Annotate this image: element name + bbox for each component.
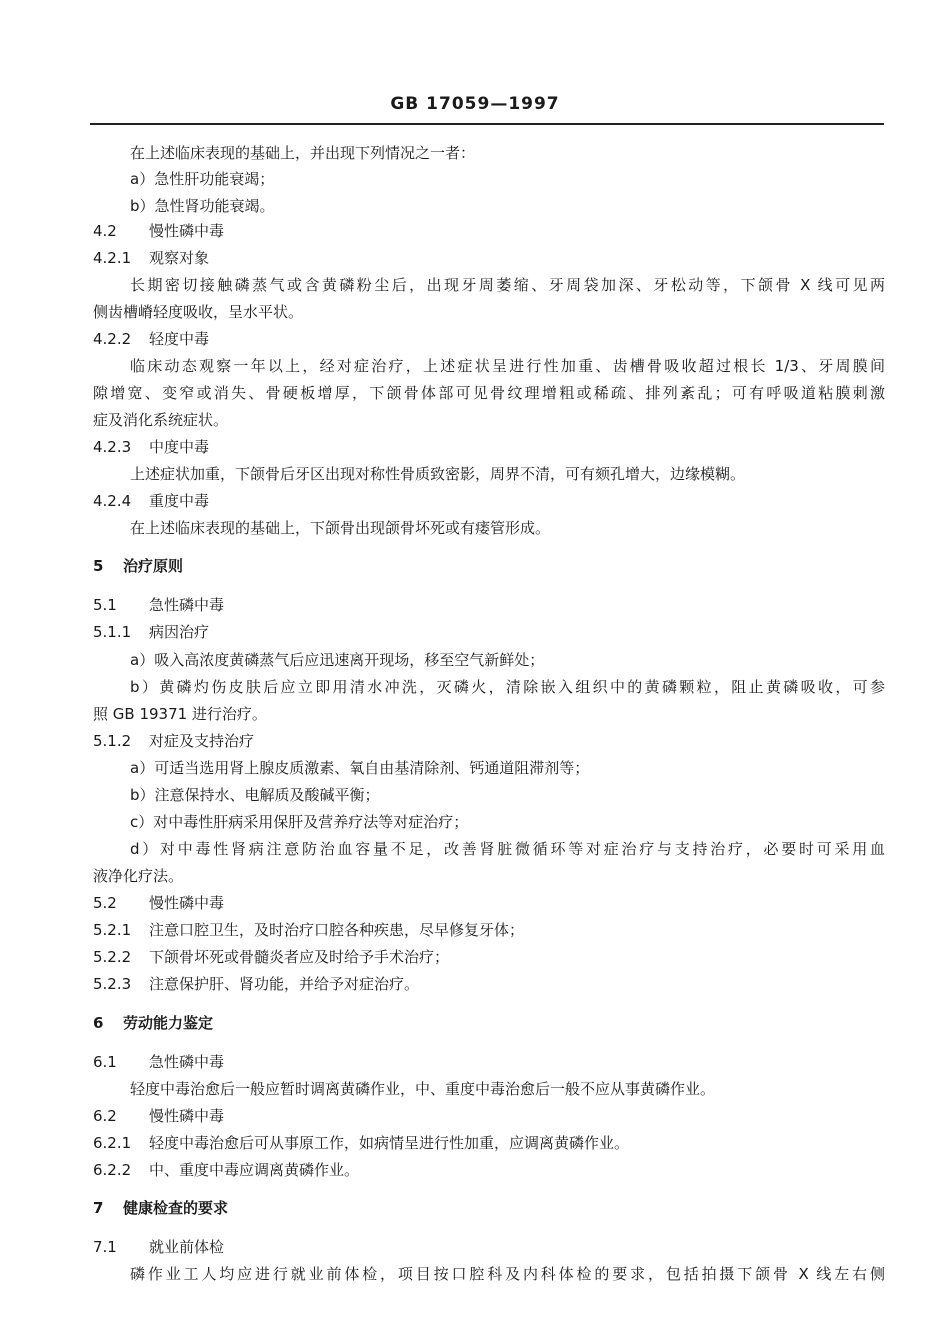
body-text-line: a）可适当选用肾上腺皮质激素、氧自由基清除剂、钙通道阻滞剂等； [130, 759, 590, 777]
clause-title: 观察对象 [149, 249, 210, 267]
clause-number: 5.2.2 [93, 948, 132, 966]
clause-heading [93, 329, 209, 349]
clause-number: 5.2.3 [93, 975, 132, 993]
body-text-line: b）注意保持水、电解质及酸碱平衡； [130, 786, 380, 804]
body-text-line: b）急性肾功能衰竭。 [130, 197, 275, 215]
clause-heading [93, 920, 524, 940]
section-heading [93, 1013, 213, 1033]
clause-number: 5.1.1 [93, 623, 132, 641]
clause-title: 健康检查的要求 [123, 1199, 229, 1217]
clause-title: 治疗原则 [123, 557, 184, 575]
body-text-line: 隙增宽、变窄或消失、骨硬板增厚，下颌骨体部可见骨纹理增粗或稀疏、排列紊乱；可有呼吸道粘膜刺激 [93, 384, 885, 402]
clause-title: 注意保护肝、肾功能，并给予对症治疗。 [149, 975, 420, 993]
page-header-code: GB 17059—1997 [390, 94, 560, 114]
clause-heading [93, 974, 419, 994]
clause-number: 4.2.2 [93, 330, 132, 348]
clause-heading [93, 1052, 224, 1072]
clause-number: 5.2.1 [93, 921, 132, 939]
clause-heading [93, 1237, 224, 1257]
section-heading [93, 556, 183, 576]
clause-title: 慢性磷中毒 [149, 894, 225, 912]
clause-number: 5.1.2 [93, 732, 132, 750]
clause-number: 4.2.3 [93, 438, 132, 456]
clause-title: 就业前体检 [149, 1238, 225, 1256]
section-heading [93, 1198, 228, 1218]
body-text-line: a）急性肝功能衰竭； [130, 170, 275, 188]
body-text-line: 上述症状加重，下颌骨后牙区出现对称性骨质致密影，周界不清，可有颏孔增大，边缘模糊。 [130, 465, 746, 483]
clause-number: 6.2.2 [93, 1161, 132, 1179]
clause-heading [93, 221, 224, 241]
header-rule [90, 123, 884, 125]
body-text-line: 照 GB 19371 进行治疗。 [93, 705, 267, 723]
clause-heading [93, 248, 209, 268]
clause-number: 7 [93, 1199, 104, 1217]
body-text-line: b）黄磷灼伤皮肤后应立即用清水冲洗，灭磷火，清除嵌入组织中的黄磷颗粒，阻止黄磷吸收，可参 [130, 678, 885, 696]
body-text-line: 轻度中毒治愈后一般应暂时调离黄磷作业，中、重度中毒治愈后一般不应从事黄磷作业。 [130, 1080, 716, 1098]
clause-heading [93, 947, 449, 967]
clause-title: 病因治疗 [149, 623, 210, 641]
body-text-line: 在上述临床表现的基础上，并出现下列情况之一者： [130, 144, 476, 162]
clause-title: 慢性磷中毒 [149, 1107, 225, 1125]
body-text-line: 磷作业工人均应进行就业前体检，项目按口腔科及内科体检的要求，包括拍摄下颌骨 X 线左右侧 [130, 1265, 885, 1283]
clause-number: 5.2 [93, 894, 117, 912]
clause-heading [93, 893, 224, 913]
body-text-line: c）对中毒性肝病采用保肝及营养疗法等对症治疗； [130, 813, 469, 831]
body-text-line: a）吸入高浓度黄磷蒸气后应迅速离开现场，移至空气新鲜处； [130, 651, 545, 669]
clause-heading [93, 731, 254, 751]
clause-heading [93, 491, 209, 511]
clause-heading [93, 622, 209, 642]
clause-title: 中度中毒 [149, 438, 210, 456]
clause-number: 4.2.4 [93, 492, 132, 510]
clause-title: 下颌骨坏死或骨髓炎者应及时给予手术治疗； [149, 948, 450, 966]
clause-title: 中、重度中毒应调离黄磷作业。 [149, 1161, 360, 1179]
clause-heading [93, 595, 224, 615]
body-text-line: 侧齿槽嵴轻度吸收，呈水平状。 [93, 303, 304, 321]
clause-title: 劳动能力鉴定 [123, 1014, 214, 1032]
clause-number: 4.2.1 [93, 249, 132, 267]
clause-title: 急性磷中毒 [149, 1053, 225, 1071]
clause-number: 7.1 [93, 1238, 117, 1256]
clause-heading [93, 437, 209, 457]
body-text-line: d）对中毒性肾病注意防治血容量不足，改善肾脏微循环等对症治疗与支持治疗，必要时可采用血 [130, 840, 885, 858]
clause-heading [93, 1133, 629, 1153]
clause-heading [93, 1106, 224, 1126]
body-text-line: 临床动态观察一年以上，经对症治疗，上述症状呈进行性加重、齿槽骨吸收超过根长 1/3、牙周膜间 [130, 357, 885, 375]
clause-number: 6.1 [93, 1053, 117, 1071]
clause-title: 轻度中毒 [149, 330, 210, 348]
body-text-line: 症及消化系统症状。 [93, 411, 229, 429]
body-text-line: 液净化疗法。 [93, 867, 184, 885]
body-text-line: 长期密切接触磷蒸气或含黄磷粉尘后，出现牙周萎缩、牙周袋加深、牙松动等，下颌骨 X 线可见两 [130, 276, 885, 294]
clause-title: 重度中毒 [149, 492, 210, 510]
clause-title: 慢性磷中毒 [149, 222, 225, 240]
clause-title: 对症及支持治疗 [149, 732, 255, 750]
clause-number: 4.2 [93, 222, 117, 240]
clause-number: 6 [93, 1014, 104, 1032]
clause-number: 5 [93, 557, 104, 575]
clause-heading [93, 1160, 359, 1180]
clause-title: 轻度中毒治愈后可从事原工作，如病情呈进行性加重，应调离黄磷作业。 [149, 1134, 630, 1152]
clause-number: 6.2.1 [93, 1134, 132, 1152]
clause-number: 5.1 [93, 596, 117, 614]
clause-title: 注意口腔卫生，及时治疗口腔各种疾患，尽早修复牙体； [149, 921, 525, 939]
clause-number: 6.2 [93, 1107, 117, 1125]
clause-title: 急性磷中毒 [149, 596, 225, 614]
body-text-line: 在上述临床表现的基础上，下颌骨出现颌骨坏死或有瘘管形成。 [130, 519, 551, 537]
